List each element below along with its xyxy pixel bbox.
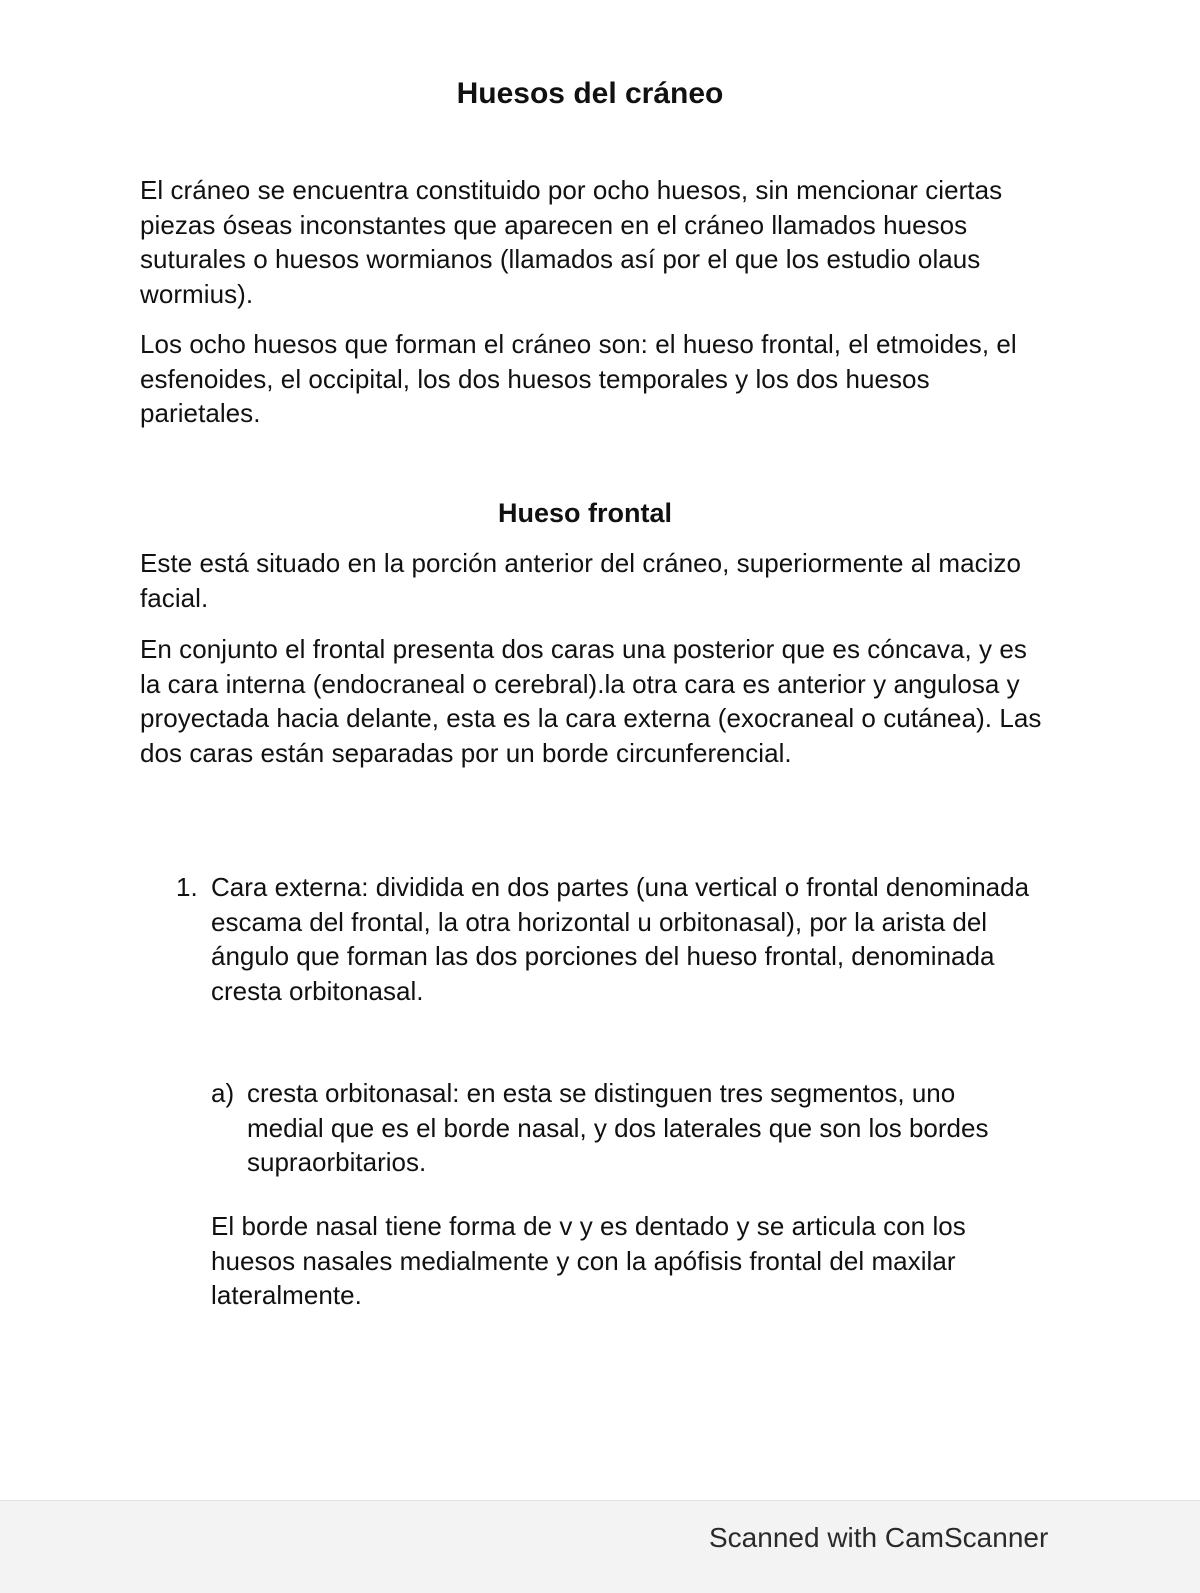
scanner-watermark: Scanned with CamScanner — [709, 1522, 1049, 1553]
document-title: Huesos del cráneo — [456, 77, 724, 110]
intro-paragraph-2: Los ocho huesos que forman el cráneo son: el hueso frontal, el etmoides, el esfenoides, el occipital, los dos huesos temporales y los dos huesos parietales. — [140, 329, 1017, 428]
section-paragraph-1: Este está situado en la porción anterior del cráneo, superiormente al macizo facial. — [140, 548, 1022, 613]
intro-paragraph-1: El cráneo se encuentra constituido por ocho huesos, sin mencionar ciertas piezas óseas inconstantes que aparecen en el cráneo llamados huesos suturales o huesos wormianos (llamados así por el que los estudio olaus wormius). — [140, 175, 1003, 309]
section-paragraph-2: En conjunto el frontal presenta dos caras una posterior que es cóncava, y es la cara interna (endocraneal o cerebral).la otra cara es anterior y angulosa y proyectada hacia delante, esta es la cara externa (exocraneal o cutánea). Las dos caras están separadas por un borde circunferencial. — [140, 634, 1042, 768]
list-item-text: Cara externa: dividida en dos partes (una vertical o frontal denominada escama del frontal, la otra horizontal u orbitonasal), por la arista del ángulo que forman las dos porciones del hueso frontal, denominada cresta orbitonasal. — [211, 872, 1030, 1006]
list-marker: a) — [211, 1078, 235, 1108]
list-item-text: cresta orbitonasal: en esta se distinguen tres segmentos, uno medial que es el borde nasal, y dos laterales que son los bordes supraorbitarios. — [247, 1078, 989, 1177]
closing-paragraph: El borde nasal tiene forma de v y es dentado y se articula con los huesos nasales medialmente y con la apófisis frontal del maxilar lateralmente. — [211, 1211, 966, 1310]
list-marker: 1. — [176, 872, 198, 902]
section-heading: Hueso frontal — [497, 498, 672, 528]
